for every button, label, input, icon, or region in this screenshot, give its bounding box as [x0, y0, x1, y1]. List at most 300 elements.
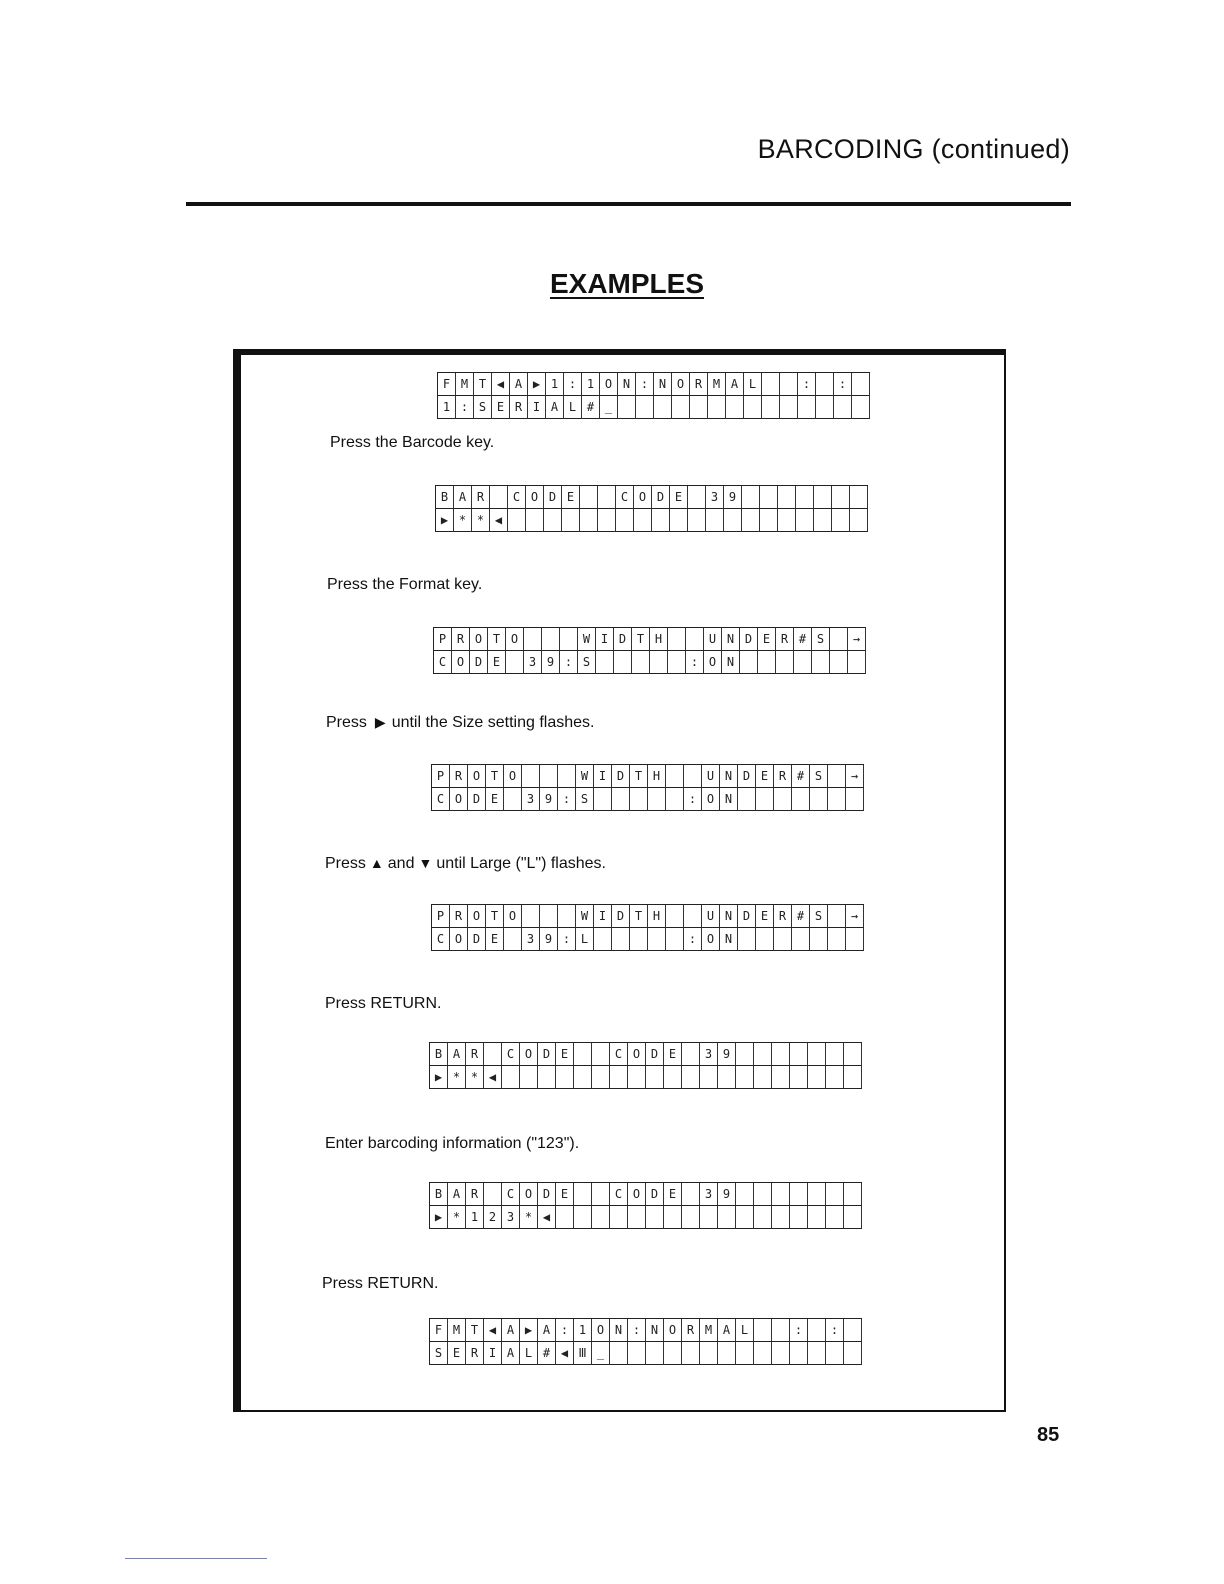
lcd-cell	[632, 651, 650, 674]
lcd-cell: R	[774, 905, 792, 928]
lcd-cell	[630, 928, 648, 951]
lcd-cell	[828, 905, 846, 928]
lcd-cell: N	[610, 1319, 628, 1342]
lcd-cell	[780, 396, 798, 419]
lcd-cell	[610, 1206, 628, 1229]
lcd-cell: T	[466, 1319, 484, 1342]
lcd-cell: ◀	[484, 1319, 502, 1342]
lcd-cell: C	[616, 486, 634, 509]
lcd-cell	[648, 788, 666, 811]
lcd-cell: O	[702, 928, 720, 951]
lcd-cell	[756, 788, 774, 811]
lcd-cell: 1	[438, 396, 456, 419]
lcd-cell	[844, 1342, 862, 1365]
lcd-cell	[504, 788, 522, 811]
lcd-cell: O	[520, 1043, 538, 1066]
lcd-cell	[792, 928, 810, 951]
right-arrow-icon: ▶	[374, 714, 386, 730]
lcd-cell	[832, 509, 850, 532]
lcd-cell: ◀	[484, 1066, 502, 1089]
lcd-cell: #	[792, 765, 810, 788]
lcd-cell: S	[812, 628, 830, 651]
lcd-cell: P	[434, 628, 452, 651]
lcd-cell: T	[630, 765, 648, 788]
lcd-cell: A	[502, 1342, 520, 1365]
lcd-cell	[760, 509, 778, 532]
lcd-cell: _	[592, 1342, 610, 1365]
lcd-cell	[826, 1043, 844, 1066]
lcd-cell: E	[488, 651, 506, 674]
lcd-cell	[708, 396, 726, 419]
lcd-cell: 9	[542, 651, 560, 674]
lcd-cell	[774, 928, 792, 951]
lcd-cell	[688, 509, 706, 532]
lcd-cell: E	[556, 1043, 574, 1066]
lcd-cell	[636, 396, 654, 419]
lcd-cell	[538, 1066, 556, 1089]
lcd-cell	[646, 1066, 664, 1089]
lcd-cell: L	[520, 1342, 538, 1365]
lcd-cell	[524, 628, 542, 651]
lcd-cell	[612, 928, 630, 951]
lcd-cell	[726, 396, 744, 419]
lcd-cell: E	[758, 628, 776, 651]
lcd-cell	[808, 1342, 826, 1365]
lcd-cell	[490, 486, 508, 509]
lcd-cell: R	[774, 765, 792, 788]
lcd-cell	[598, 509, 616, 532]
lcd-cell	[646, 1342, 664, 1365]
lcd-cell: R	[682, 1319, 700, 1342]
lcd-cell: L	[576, 928, 594, 951]
lcd-cell: N	[646, 1319, 664, 1342]
lcd-cell: I	[596, 628, 614, 651]
lcd-cell	[682, 1342, 700, 1365]
section-title: EXAMPLES	[549, 268, 705, 299]
lcd-cell: O	[450, 928, 468, 951]
lcd-cell: A	[448, 1183, 466, 1206]
lcd-cell: A	[538, 1319, 556, 1342]
lcd-cell: E	[448, 1342, 466, 1365]
lcd-cell	[780, 373, 798, 396]
lcd-cell	[736, 1206, 754, 1229]
lcd-cell	[690, 396, 708, 419]
lcd-cell	[540, 765, 558, 788]
lcd-cell: O	[600, 373, 618, 396]
lcd-cell: O	[628, 1183, 646, 1206]
lcd-cell: H	[650, 628, 668, 651]
lcd-cell: L	[564, 396, 582, 419]
lcd-cell: O	[504, 905, 522, 928]
lcd-cell: R	[510, 396, 528, 419]
lcd-cell	[790, 1066, 808, 1089]
lcd-cell: W	[578, 628, 596, 651]
lcd-cell: M	[456, 373, 474, 396]
lcd-cell: E	[486, 928, 504, 951]
lcd-cell	[630, 788, 648, 811]
lcd-cell: E	[664, 1043, 682, 1066]
lcd-cell: U	[702, 905, 720, 928]
lcd-cell: C	[508, 486, 526, 509]
lcd-cell	[826, 1206, 844, 1229]
lcd-cell	[574, 1206, 592, 1229]
lcd-cell	[758, 651, 776, 674]
lcd-cell: L	[744, 373, 762, 396]
lcd-cell: ◀	[490, 509, 508, 532]
lcd-cell	[562, 509, 580, 532]
lcd-cell: ◀	[538, 1206, 556, 1229]
lcd-cell: O	[520, 1183, 538, 1206]
lcd-cell: D	[470, 651, 488, 674]
lcd-cell: I	[594, 905, 612, 928]
lcd-cell	[744, 396, 762, 419]
lcd-cell	[754, 1319, 772, 1342]
lcd-cell	[670, 509, 688, 532]
lcd-cell: 9	[718, 1183, 736, 1206]
lcd-cell	[668, 628, 686, 651]
lcd-cell	[544, 509, 562, 532]
lcd-cell	[772, 1319, 790, 1342]
lcd-cell	[810, 788, 828, 811]
lcd-cell: :	[456, 396, 474, 419]
lcd-cell	[812, 651, 830, 674]
lcd-cell: A	[718, 1319, 736, 1342]
lcd-cell	[808, 1319, 826, 1342]
lcd-cell	[594, 928, 612, 951]
lcd-cell	[830, 628, 848, 651]
lcd-cell	[574, 1066, 592, 1089]
lcd-cell	[826, 1066, 844, 1089]
lcd-cell	[682, 1183, 700, 1206]
lcd-cell: 9	[540, 928, 558, 951]
lcd-cell	[520, 1066, 538, 1089]
lcd-cell	[634, 509, 652, 532]
page-number: 85	[1037, 1424, 1060, 1446]
lcd-cell	[592, 1043, 610, 1066]
lcd-cell: ◀	[556, 1342, 574, 1365]
lcd-cell: :	[564, 373, 582, 396]
lcd-cell	[718, 1206, 736, 1229]
lcd-cell	[816, 373, 834, 396]
lcd-cell	[724, 509, 742, 532]
lcd-cell	[718, 1342, 736, 1365]
instruction-word: and	[387, 855, 415, 872]
lcd-cell: :	[790, 1319, 808, 1342]
lcd-cell	[844, 1319, 862, 1342]
lcd-cell: 3	[700, 1043, 718, 1066]
lcd-cell: M	[708, 373, 726, 396]
lcd-cell: O	[470, 628, 488, 651]
lcd-cell	[650, 651, 668, 674]
lcd-cell: E	[486, 788, 504, 811]
lcd-cell: :	[558, 928, 576, 951]
lcd-cell: ▶	[520, 1319, 538, 1342]
lcd-cell: 9	[718, 1043, 736, 1066]
lcd-cell: O	[704, 651, 722, 674]
lcd-cell: ▶	[528, 373, 546, 396]
lcd-cell	[844, 1043, 862, 1066]
lcd-cell	[778, 509, 796, 532]
lcd-cell: D	[538, 1183, 556, 1206]
lcd-cell	[754, 1066, 772, 1089]
lcd-cell: S	[576, 788, 594, 811]
lcd-cell	[736, 1066, 754, 1089]
lcd-cell: E	[492, 396, 510, 419]
lcd-cell	[762, 373, 780, 396]
lcd-cell	[508, 509, 526, 532]
lcd-cell	[502, 1066, 520, 1089]
lcd-cell: I	[528, 396, 546, 419]
lcd-cell	[778, 486, 796, 509]
instruction-text: Enter barcoding information ("123").	[325, 1135, 580, 1152]
lcd-cell	[718, 1066, 736, 1089]
lcd-cell	[756, 928, 774, 951]
lcd-cell: I	[484, 1342, 502, 1365]
lcd-cell: A	[546, 396, 564, 419]
lcd-cell: *	[472, 509, 490, 532]
up-arrow-icon: ▲	[369, 855, 384, 871]
lcd-cell	[682, 1206, 700, 1229]
lcd-cell	[526, 509, 544, 532]
lcd-cell: E	[556, 1183, 574, 1206]
lcd-cell	[686, 628, 704, 651]
lcd-cell	[574, 1043, 592, 1066]
lcd-cell	[682, 1043, 700, 1066]
lcd-cell: D	[652, 486, 670, 509]
down-arrow-icon: ▼	[418, 855, 433, 871]
lcd-cell	[828, 788, 846, 811]
lcd-cell	[772, 1043, 790, 1066]
lcd-cell: #	[794, 628, 812, 651]
lcd-cell	[826, 1183, 844, 1206]
lcd-cell: D	[612, 765, 630, 788]
lcd-cell	[592, 1206, 610, 1229]
lcd-cell	[738, 788, 756, 811]
lcd-cell	[774, 788, 792, 811]
lcd-cell	[826, 1342, 844, 1365]
lcd-cell	[762, 396, 780, 419]
lcd-cell: M	[700, 1319, 718, 1342]
lcd-cell: T	[488, 628, 506, 651]
lcd-cell: C	[432, 928, 450, 951]
lcd-cell: →	[846, 765, 864, 788]
lcd-cell: A	[726, 373, 744, 396]
lcd-cell	[796, 509, 814, 532]
lcd-cell	[504, 928, 522, 951]
lcd-cell: N	[720, 905, 738, 928]
lcd-cell	[742, 509, 760, 532]
lcd-cell	[610, 1066, 628, 1089]
lcd-cell: M	[448, 1319, 466, 1342]
lcd-cell: :	[560, 651, 578, 674]
lcd-cell: N	[722, 628, 740, 651]
lcd-cell: N	[720, 788, 738, 811]
instruction-word: Press	[326, 714, 367, 731]
lcd-cell: ▶	[436, 509, 454, 532]
lcd-cell	[846, 928, 864, 951]
lcd-cell: 3	[524, 651, 542, 674]
lcd-cell: D	[740, 628, 758, 651]
lcd-cell: *	[466, 1066, 484, 1089]
lcd-cell: E	[562, 486, 580, 509]
lcd-cell: 1	[582, 373, 600, 396]
lcd-cell	[790, 1183, 808, 1206]
lcd-cell	[522, 905, 540, 928]
lcd-cell: O	[452, 651, 470, 674]
lcd-cell: :	[834, 373, 852, 396]
lcd-cell	[738, 928, 756, 951]
lcd-cell	[628, 1066, 646, 1089]
lcd-cell	[484, 1043, 502, 1066]
lcd-cell: #	[792, 905, 810, 928]
lcd-cell	[844, 1066, 862, 1089]
lcd-display	[431, 764, 864, 811]
lcd-cell	[776, 651, 794, 674]
lcd-cell: A	[510, 373, 528, 396]
lcd-cell: H	[648, 765, 666, 788]
lcd-cell: E	[670, 486, 688, 509]
lcd-cell	[798, 396, 816, 419]
lcd-cell	[760, 486, 778, 509]
lcd-cell: R	[452, 628, 470, 651]
lcd-cell	[846, 788, 864, 811]
instruction-word: Press	[325, 855, 366, 872]
lcd-cell: D	[646, 1183, 664, 1206]
instruction-text: Press the Format key.	[327, 576, 483, 593]
lcd-cell	[828, 765, 846, 788]
lcd-cell: O	[592, 1319, 610, 1342]
lcd-cell	[666, 928, 684, 951]
instruction-word: until Large ("L") flashes.	[436, 855, 606, 872]
lcd-cell	[666, 905, 684, 928]
lcd-cell: R	[450, 905, 468, 928]
lcd-cell	[580, 509, 598, 532]
lcd-cell	[808, 1066, 826, 1089]
lcd-cell: B	[436, 486, 454, 509]
lcd-cell: C	[434, 651, 452, 674]
lcd-cell: S	[810, 905, 828, 928]
lcd-cell: *	[448, 1066, 466, 1089]
lcd-display	[429, 1042, 862, 1089]
lcd-cell	[850, 486, 868, 509]
lcd-display	[429, 1182, 862, 1229]
lcd-cell: E	[664, 1183, 682, 1206]
lcd-cell	[852, 396, 870, 419]
lcd-cell	[614, 651, 632, 674]
lcd-cell: R	[466, 1342, 484, 1365]
lcd-cell: O	[506, 628, 524, 651]
lcd-cell: 3	[522, 928, 540, 951]
lcd-cell	[484, 1183, 502, 1206]
lcd-cell	[592, 1183, 610, 1206]
instruction-text: Press RETURN.	[325, 995, 442, 1012]
lcd-cell: U	[702, 765, 720, 788]
lcd-cell: 1	[546, 373, 564, 396]
lcd-cell: N	[618, 373, 636, 396]
lcd-cell: ▶	[430, 1066, 448, 1089]
lcd-cell: B	[430, 1183, 448, 1206]
lcd-display	[433, 627, 866, 674]
lcd-cell: O	[504, 765, 522, 788]
lcd-cell	[844, 1206, 862, 1229]
lcd-cell: D	[538, 1043, 556, 1066]
lcd-cell	[832, 486, 850, 509]
instruction-text	[325, 855, 606, 873]
instruction-text: Press the Barcode key.	[330, 434, 495, 451]
lcd-cell: D	[646, 1043, 664, 1066]
lcd-cell: C	[432, 788, 450, 811]
lcd-cell	[808, 1206, 826, 1229]
lcd-cell: A	[454, 486, 472, 509]
lcd-cell: D	[614, 628, 632, 651]
lcd-cell	[612, 788, 630, 811]
lcd-cell	[794, 651, 812, 674]
lcd-cell	[666, 788, 684, 811]
lcd-cell: O	[634, 486, 652, 509]
lcd-cell	[828, 928, 846, 951]
lcd-cell: :	[826, 1319, 844, 1342]
lcd-cell: ▶	[430, 1206, 448, 1229]
lcd-cell: *	[454, 509, 472, 532]
lcd-cell	[506, 651, 524, 674]
lcd-cell	[736, 1183, 754, 1206]
lcd-cell	[654, 396, 672, 419]
lcd-cell	[834, 396, 852, 419]
lcd-cell: D	[738, 905, 756, 928]
lcd-cell: I	[594, 765, 612, 788]
lcd-cell: :	[684, 788, 702, 811]
lcd-cell: D	[468, 928, 486, 951]
instruction-text	[326, 714, 594, 732]
lcd-cell	[668, 651, 686, 674]
lcd-cell: A	[502, 1319, 520, 1342]
lcd-cell: C	[502, 1183, 520, 1206]
lcd-cell: :	[558, 788, 576, 811]
lcd-cell	[652, 509, 670, 532]
lcd-cell	[580, 486, 598, 509]
lcd-cell	[558, 905, 576, 928]
lcd-cell	[772, 1206, 790, 1229]
lcd-cell	[592, 1066, 610, 1089]
lcd-cell: 3	[522, 788, 540, 811]
lcd-cell	[850, 509, 868, 532]
lcd-display	[431, 904, 864, 951]
lcd-cell	[574, 1183, 592, 1206]
lcd-cell	[646, 1206, 664, 1229]
header-rule	[186, 202, 1071, 206]
lcd-cell	[816, 396, 834, 419]
lcd-cell	[814, 509, 832, 532]
lcd-cell	[736, 1043, 754, 1066]
lcd-cell: R	[776, 628, 794, 651]
lcd-cell	[772, 1066, 790, 1089]
lcd-cell: 2	[484, 1206, 502, 1229]
lcd-cell: S	[810, 765, 828, 788]
lcd-cell	[796, 486, 814, 509]
lcd-display	[437, 372, 870, 419]
lcd-cell: :	[636, 373, 654, 396]
lcd-cell	[672, 396, 690, 419]
lcd-cell: #	[582, 396, 600, 419]
lcd-cell	[808, 1043, 826, 1066]
lcd-cell: 3	[502, 1206, 520, 1229]
lcd-cell: N	[722, 651, 740, 674]
lcd-cell	[688, 486, 706, 509]
lcd-cell	[558, 765, 576, 788]
lcd-cell	[556, 1206, 574, 1229]
lcd-cell: 3	[706, 486, 724, 509]
lcd-cell: N	[720, 765, 738, 788]
